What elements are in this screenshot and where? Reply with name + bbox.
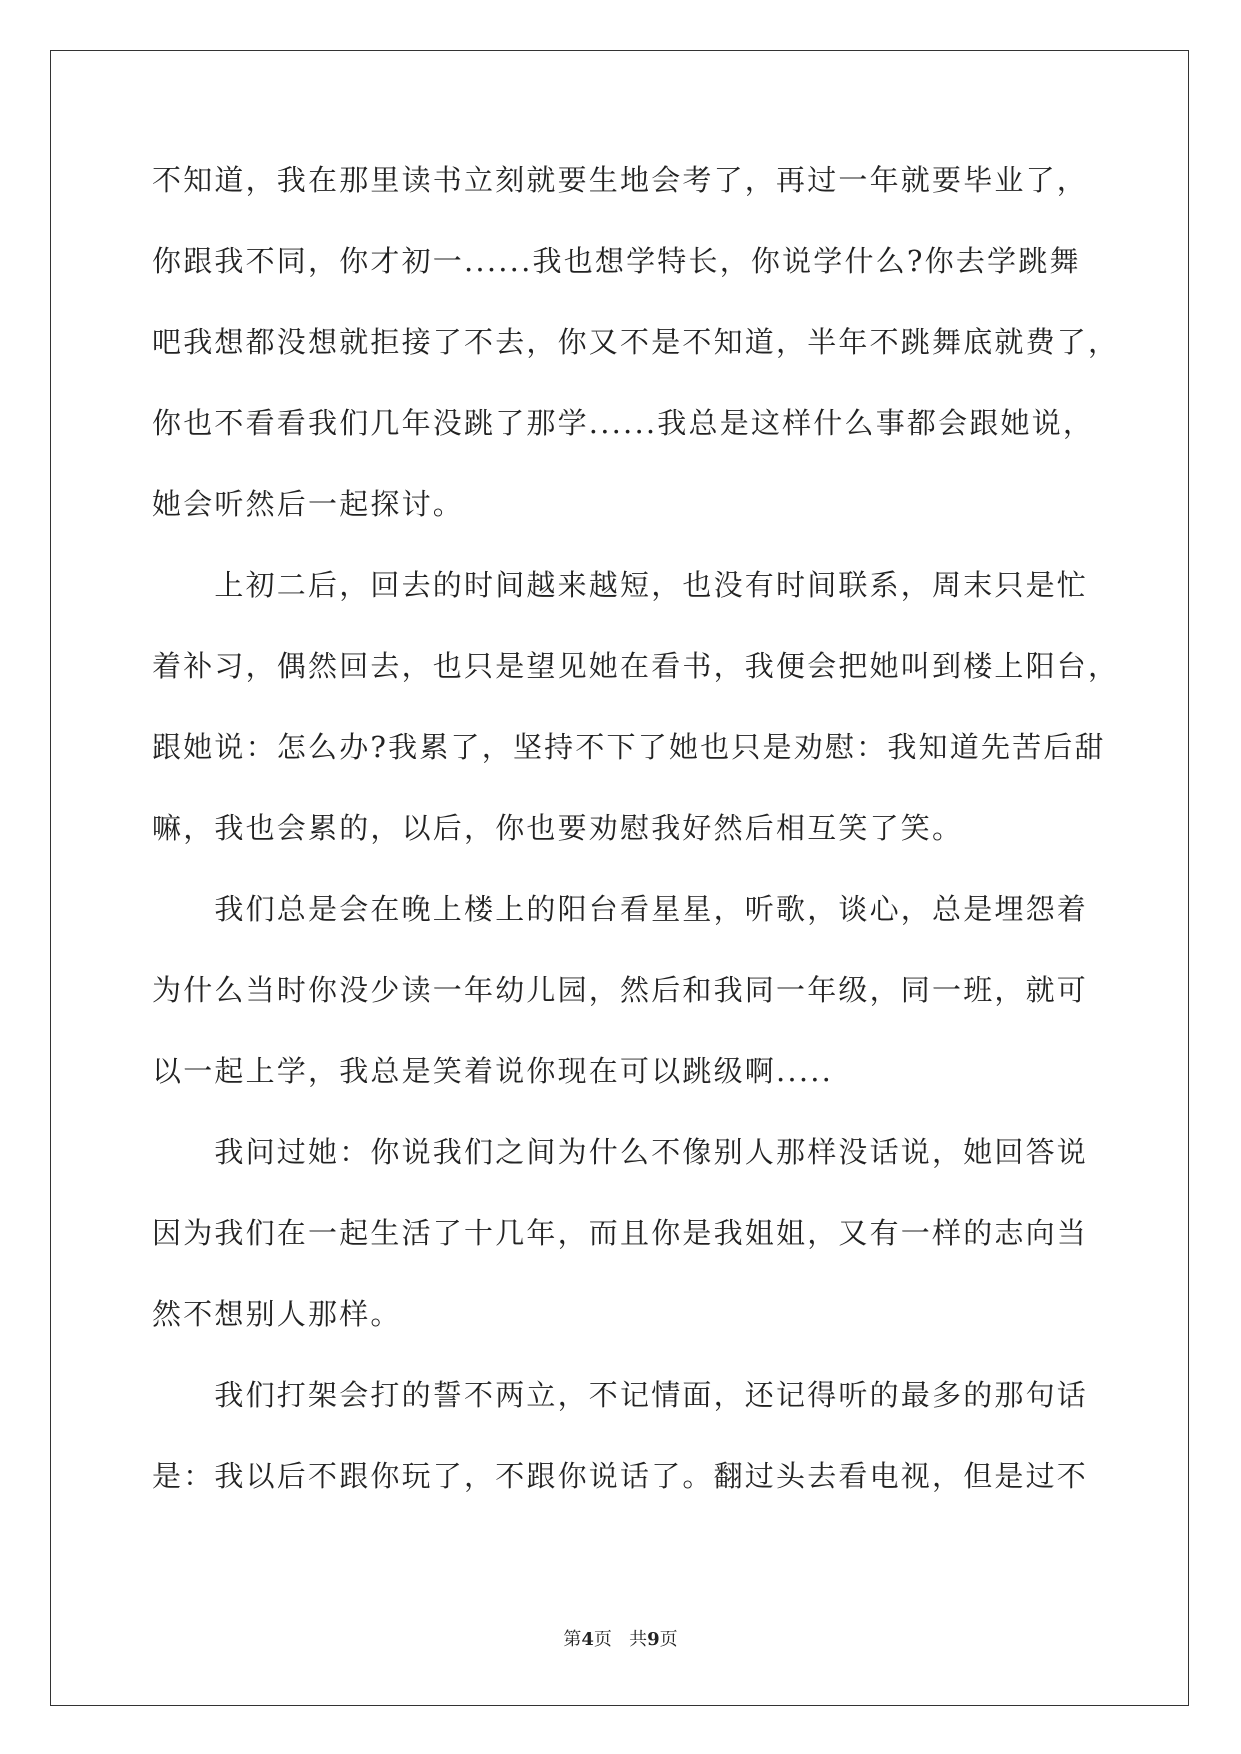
text-line: 嘛，我也会累的，以后，你也要劝慰我好然后相互笑了笑。 <box>152 811 964 845</box>
text-line: 我问过她：你说我们之间为什么不像别人那样没话说，她回答说 <box>152 1135 1089 1169</box>
text-line: 因为我们在一起生活了十几年，而且你是我姐姐，又有一样的志向当 <box>152 1216 1089 1250</box>
text-line: 然不想别人那样。 <box>152 1297 402 1331</box>
text-line: 我们打架会打的誓不两立，不记情面，还记得听的最多的那句话 <box>152 1378 1089 1412</box>
text-line: 吧我想都没想就拒接了不去，你又不是不知道，半年不跳舞底就费了， <box>152 325 1120 359</box>
total-prefix: 共 <box>629 1629 648 1650</box>
page-number: 4 <box>581 1629 594 1650</box>
text-line: 你也不看看我们几年没跳了那学......我总是这样什么事都会跟她说， <box>152 406 1095 440</box>
page-footer <box>0 1625 1241 1651</box>
text-line: 我们总是会在晚上楼上的阳台看星星，听歌，谈心，总是埋怨着 <box>152 892 1089 926</box>
text-line: 以一起上学，我总是笑着说你现在可以跳级啊..... <box>152 1054 834 1088</box>
text-line: 她会听然后一起探讨。 <box>152 487 465 521</box>
text-line: 你跟我不同，你才初一......我也想学特长，你说学什么?你去学跳舞 <box>152 244 1081 278</box>
text-line: 上初二后，回去的时间越来越短，也没有时间联系，周末只是忙 <box>152 568 1089 602</box>
text-line: 是：我以后不跟你玩了，不跟你说话了。翻过头去看电视，但是过不 <box>152 1459 1089 1493</box>
total-suffix: 页 <box>659 1629 678 1650</box>
total-pages: 9 <box>647 1629 660 1650</box>
text-line: 着补习，偶然回去，也只是望见她在看书，我便会把她叫到楼上阳台， <box>152 649 1120 683</box>
text-line: 跟她说：怎么办?我累了，坚持不下了她也只是劝慰：我知道先苦后甜 <box>152 730 1106 764</box>
page-prefix: 第 <box>563 1629 582 1650</box>
text-line: 为什么当时你没少读一年幼儿园，然后和我同一年级，同一班，就可 <box>152 973 1089 1007</box>
document-body <box>152 162 1120 1539</box>
text-line: 不知道，我在那里读书立刻就要生地会考了，再过一年就要毕业了， <box>152 163 1089 197</box>
page-suffix: 页 <box>593 1629 612 1650</box>
